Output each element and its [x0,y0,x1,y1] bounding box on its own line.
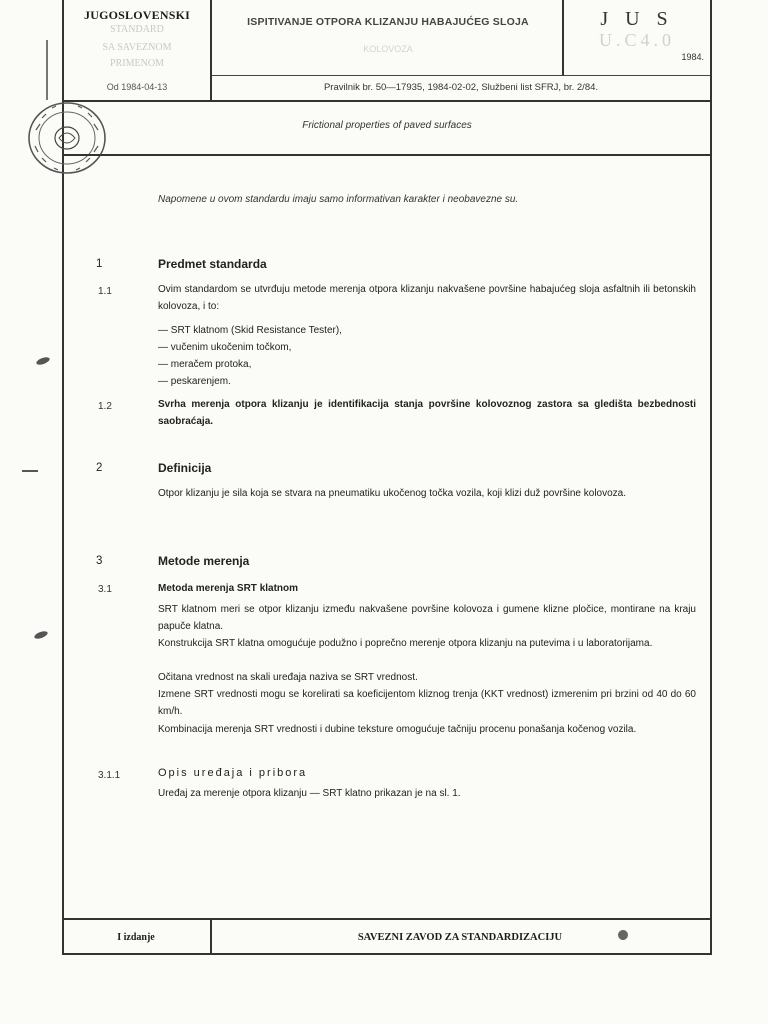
section-2-number: 2 [96,462,103,474]
section-1-2-text: Svrha merenja otpora klizanju je identifikacija stanja površine kolovoznog zastora sa gledišta bezbednosti saobraćaja. [158,399,696,427]
regulation-reference: Pravilnik br. 50—17935, 1984-02-02, Službeni list SFRJ, br. 2/84. [323,82,599,93]
scan-artifact [35,356,50,366]
institute-name: SAVEZNI ZAVOD ZA STANDARDIZACIJU [357,932,563,943]
standard-code: J U S [600,8,674,30]
standard-title: ISPITIVANJE OTPORA KLIZANJU HABAJUĆEG SLOJA [247,16,529,28]
informative-note: Napomene u ovom standardu imaju samo informativan karakter i neobavezne su. [158,194,519,205]
section-3-1-1-number: 3.1.1 [98,770,121,781]
header-issuer-cell [62,0,212,100]
standard-title-continued: KOLOVOZA [363,44,413,54]
issuer-line-4: PRIMENOM [110,58,164,69]
english-title: Frictional properties of paved surfaces [62,110,712,156]
section-1-title: Predmet standarda [158,257,267,271]
standard-header [62,0,712,102]
section-3-1-paragraph-1: SRT klatnom meri se otpor klizanju između nakvašene površine kolovoza i gumene klizne pločice, montirane na kraju papuče klatna. [158,604,696,632]
section-1-2-number: 1.2 [98,401,112,412]
section-3-title: Metode merenja [158,554,250,568]
issuer-line-3: SA SAVEZNOM [102,42,172,53]
standard-year: 1984. [681,52,704,62]
list-item: — meračem protoka, [158,356,342,373]
section-3-1-paragraph-5: Kombinacija merenja SRT vrednosti i dubine teksture omogućuje tačniju procenu ponašanja kočenog vozila. [158,724,637,735]
effective-date: Od 1984-04-13 [106,82,168,92]
section-3-number: 3 [96,555,103,567]
section-1-number: 1 [96,258,103,270]
section-3-1-title: Metoda merenja SRT klatnom [158,583,299,594]
section-3-1-paragraph-4: Izmene SRT vrednosti mogu se korelirati sa koeficijentom kliznog trenja (KKT vrednost) izmerenim pri brzini od 40 do 60 km/h. [158,689,696,717]
section-1-1-number: 1.1 [98,286,112,297]
section-2-text: Otpor klizanju je sila koja se stvara na pneumatiku ukočenog točka vozila, koji klizi duž površine kolovoza. [158,488,627,499]
list-item: — vučenim ukočenim točkom, [158,339,342,356]
issuer-line-2: STANDARD [110,24,164,35]
scan-artifact [33,630,48,640]
section-3-1-number: 3.1 [98,584,112,595]
list-item: — SRT klatnom (Skid Resistance Tester), [158,322,342,339]
page-footer [62,918,712,955]
scan-artifact [46,40,48,100]
header-regulation-cell [212,76,710,100]
issuer-name: JUGOSLOVENSKI [84,8,190,22]
section-3-1-1-title: Opis uređaja i pribora [158,767,308,779]
header-code-cell [564,0,710,76]
method-list [158,322,342,390]
section-3-1-paragraph-3: Očitana vrednost na skali uređaja naziva se SRT vrednost. [158,672,418,683]
section-1-1-text: Ovim standardom se utvrđuju metode merenja otpora klizanju nakvašene površine habajućeg sloja asfaltnih ili betonskih kolovoza, i to: [158,284,696,312]
header-title-cell [212,0,564,76]
section-3-1-1-text: Uređaj za merenje otpora klizanju — SRT klatno prikazan je na sl. 1. [158,788,461,799]
scan-artifact [22,470,38,472]
section-2-title: Definicija [158,461,212,475]
standard-number: U.C4.0 [598,30,675,50]
list-item: — peskarenjem. [158,373,342,390]
edition-label: I izdanje [62,920,212,955]
section-3-1-paragraph-2: Konstrukcija SRT klatna omogućuje podužno i poprečno merenje otpora klizanju na putevima i u laboratorijama. [158,638,653,649]
